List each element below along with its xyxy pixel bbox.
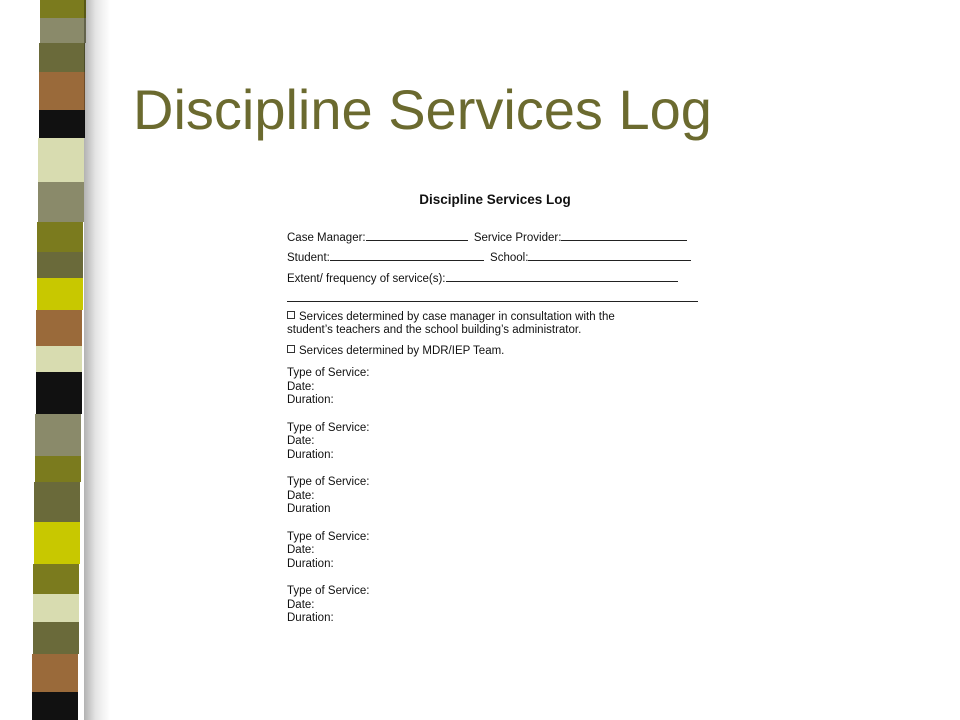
- extent-blank: [446, 270, 678, 282]
- type-of-service-label: Type of Service:: [287, 530, 370, 543]
- decorative-stripe: [37, 278, 83, 310]
- duration-label: Duration:: [287, 394, 334, 406]
- extent-continuation-blank: [287, 290, 698, 302]
- type-of-service-label: Type of Service:: [287, 367, 370, 379]
- service-entry: [287, 585, 717, 626]
- decorative-stripe: [34, 482, 80, 522]
- decorative-stripe: [38, 138, 84, 182]
- type-of-service-label: Type of Service:: [287, 476, 370, 488]
- decorative-stripe: [37, 252, 83, 278]
- form-title: Discipline Services Log: [419, 192, 571, 207]
- student-label: Student:: [287, 252, 330, 264]
- decorative-left-strip: [0, 0, 110, 720]
- strip-shadow: [84, 0, 110, 720]
- service-provider-label: Service Provider:: [473, 231, 562, 244]
- duration-label: Duration:: [287, 612, 334, 624]
- service-entries: [287, 367, 717, 626]
- option-2-line: [287, 345, 717, 359]
- option-1-line-1: [287, 311, 717, 325]
- case-manager-blank: [366, 229, 468, 241]
- decorative-stripe: [36, 346, 82, 372]
- extent-continuation-row: [287, 290, 717, 304]
- extent-label: Extent/ frequency of service(s):: [287, 272, 446, 285]
- type-of-service-label: Type of Service:: [287, 421, 370, 434]
- checkbox-icon: [287, 345, 295, 353]
- decorative-stripe: [39, 110, 85, 138]
- service-entry: [287, 367, 717, 408]
- student-blank: [330, 249, 484, 261]
- decorative-stripe: [33, 564, 79, 594]
- decorative-stripe: [33, 622, 79, 654]
- decorative-stripe: [32, 654, 78, 692]
- service-entry: [287, 422, 717, 463]
- decorative-stripe: [33, 594, 79, 622]
- form-document-image: [287, 193, 717, 626]
- duration-label: Duration: [287, 503, 331, 515]
- decorative-stripe: [36, 372, 82, 414]
- date-label: Date:: [287, 598, 315, 611]
- decorative-stripe: [40, 18, 86, 43]
- service-provider-blank: [561, 229, 687, 241]
- decorative-stripe: [35, 456, 81, 482]
- service-entry: [287, 531, 717, 572]
- case-manager-label: Case Manager:: [287, 231, 366, 244]
- date-label: Date:: [287, 489, 315, 502]
- student-row: [287, 249, 717, 263]
- school-blank: [528, 249, 691, 261]
- duration-label: Duration:: [287, 557, 334, 570]
- service-entry: [287, 476, 717, 517]
- decorative-stripe: [35, 414, 81, 456]
- option-1-text-continued: student’s teachers and the school building’s administrator.: [287, 324, 582, 336]
- date-label: Date:: [287, 435, 315, 447]
- date-label: Date:: [287, 380, 315, 393]
- type-of-service-label: Type of Service:: [287, 585, 370, 597]
- extent-row: [287, 270, 717, 284]
- decorative-stripe: [34, 522, 80, 564]
- decorative-stripe: [38, 182, 84, 222]
- school-label: School:: [490, 252, 529, 264]
- decorative-stripe: [37, 222, 83, 252]
- option-2-text: Services determined by MDR/IEP Team.: [299, 344, 505, 357]
- slide-title: Discipline Services Log: [133, 78, 712, 141]
- duration-label: Duration:: [287, 448, 334, 461]
- checkbox-icon: [287, 311, 295, 319]
- decorative-stripe: [39, 43, 85, 72]
- date-label: Date:: [287, 544, 315, 556]
- option-1-text: Services determined by case manager in consultation with the: [299, 310, 615, 323]
- decorative-stripe: [36, 310, 82, 346]
- decorative-stripe: [40, 0, 86, 18]
- striped-bar-stack: [0, 0, 60, 720]
- decorative-stripe: [39, 72, 85, 110]
- decorative-stripe: [32, 692, 78, 720]
- case-manager-row: [287, 229, 717, 243]
- option-1-line-2: [287, 324, 717, 338]
